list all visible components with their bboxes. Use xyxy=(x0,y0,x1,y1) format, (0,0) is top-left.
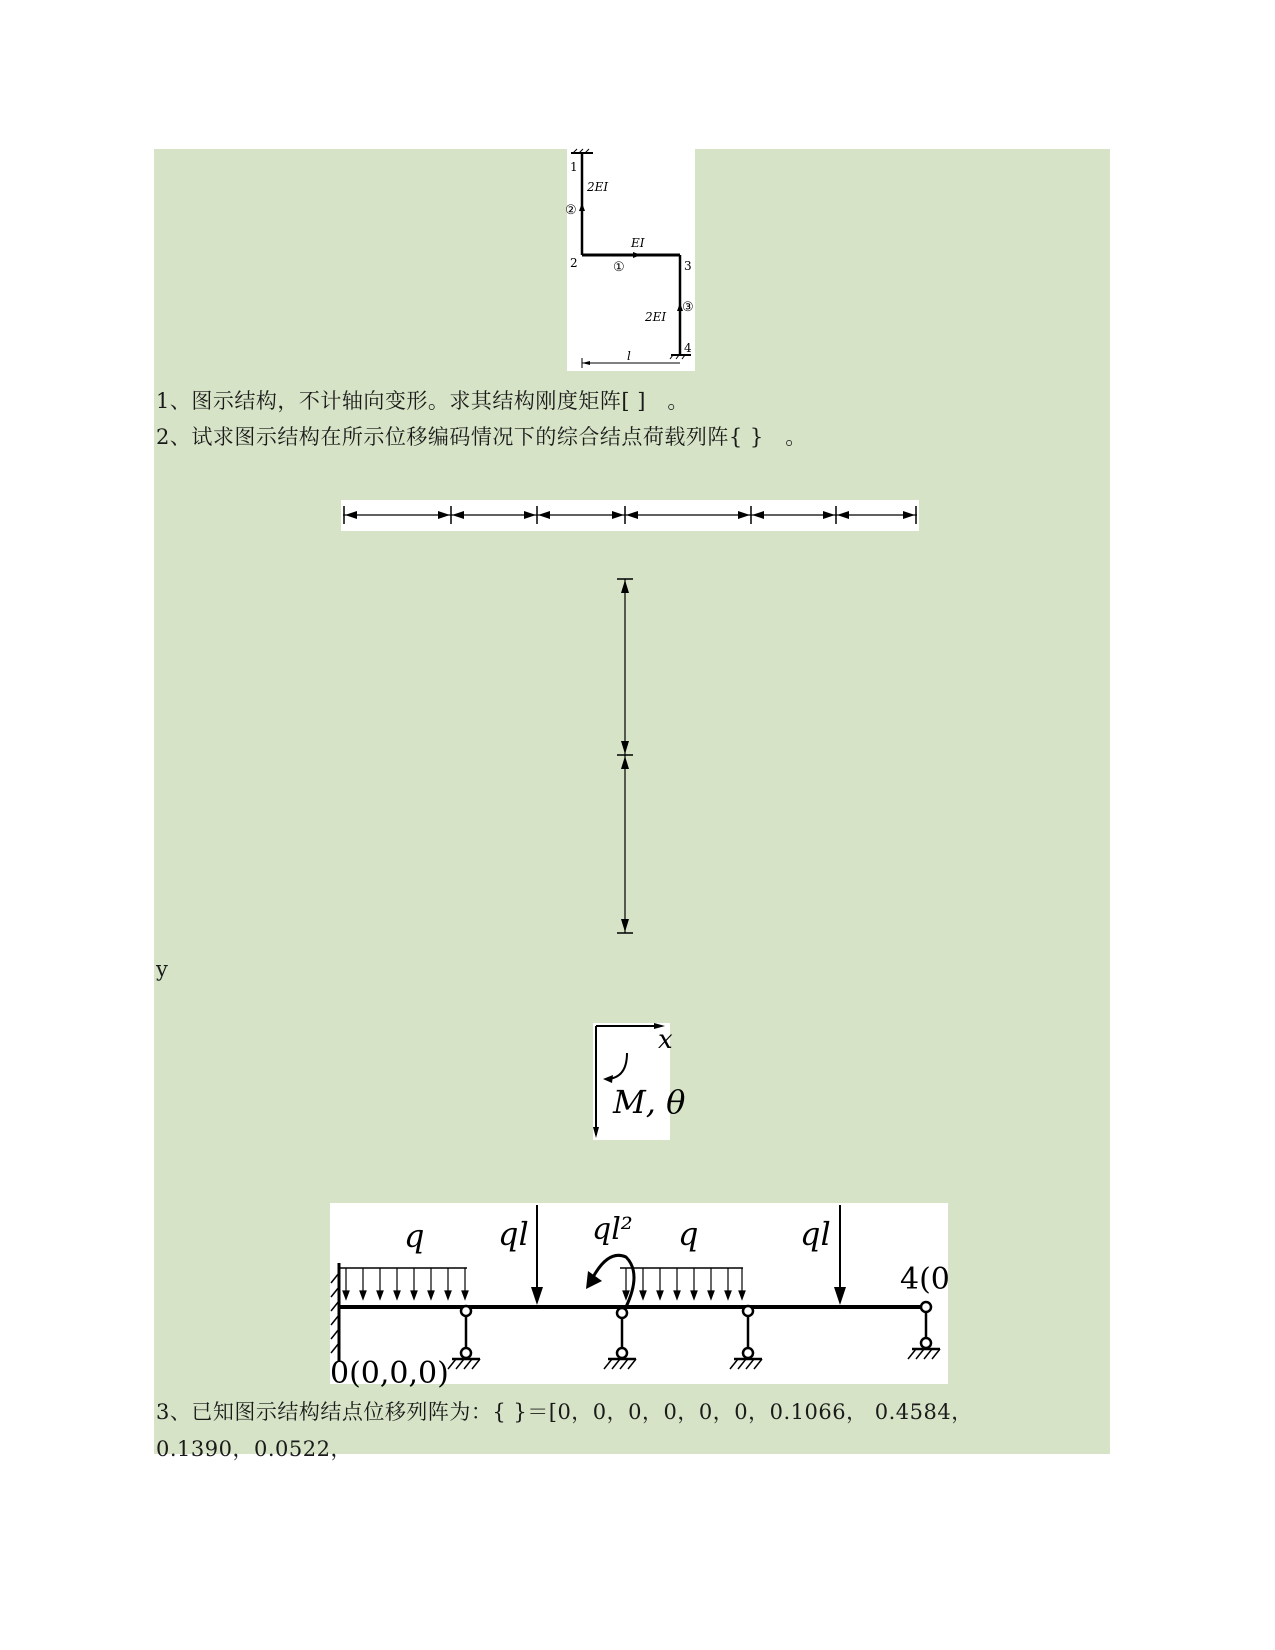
beam-left-node-label: 0(0,0,0) xyxy=(330,1356,449,1391)
beam-load-moment-label: ql² xyxy=(592,1212,633,1247)
frame-node-4-label: 4 xyxy=(684,341,692,355)
beam-load-ql2-label: ql xyxy=(800,1215,831,1253)
frame-span-label: l xyxy=(627,349,631,363)
frame-element-1-label: ① xyxy=(613,260,625,275)
frame-stiffness-col-label: 2EI xyxy=(587,180,609,194)
frame-element-3-label: ③ xyxy=(682,300,694,315)
question-3-text-line-1: 3、已知图示结构结点位移列阵为：{ }＝[0，0，0，0，0，0，0.1066， 0.4584， xyxy=(156,1400,973,1424)
coord-x-label: x xyxy=(658,1025,673,1055)
frame-node-2-label: 2 xyxy=(570,256,578,270)
frame-stiffness-col2-label: 2EI xyxy=(645,310,667,324)
frame-node-1-label: 1 xyxy=(570,160,578,174)
frame-element-2-label: ② xyxy=(565,203,577,218)
question-2-text: 2、试求图示结构在所示位移编码情况下的综合结点荷载列阵{ } 。 xyxy=(156,425,807,449)
continuous-beam-figure xyxy=(330,1203,950,1391)
beam-load-ql1-label: ql xyxy=(498,1215,529,1253)
coord-moment-label: M, θ xyxy=(613,1083,686,1121)
question-1-text: 1、图示结构，不计轴向变形。求其结构刚度矩阵[ ] 。 xyxy=(156,389,689,413)
frame-node-3-label: 3 xyxy=(684,259,692,273)
beam-load-q2-label: q xyxy=(678,1215,699,1253)
frame-stiffness-beam-label: EI xyxy=(631,236,645,250)
coordinate-system-figure xyxy=(593,1023,686,1140)
beam-right-node-label: 4(0 xyxy=(900,1262,950,1297)
question-3-text-line-2: 0.1390，0.0522， xyxy=(156,1437,352,1461)
beam-load-q1-label: q xyxy=(404,1217,425,1255)
axis-y-label: y xyxy=(156,957,169,981)
horizontal-dimension-strip xyxy=(341,500,919,531)
vertical-dimension-line xyxy=(610,577,640,935)
frame-structure-figure xyxy=(567,149,695,371)
document-page xyxy=(154,149,1110,1461)
